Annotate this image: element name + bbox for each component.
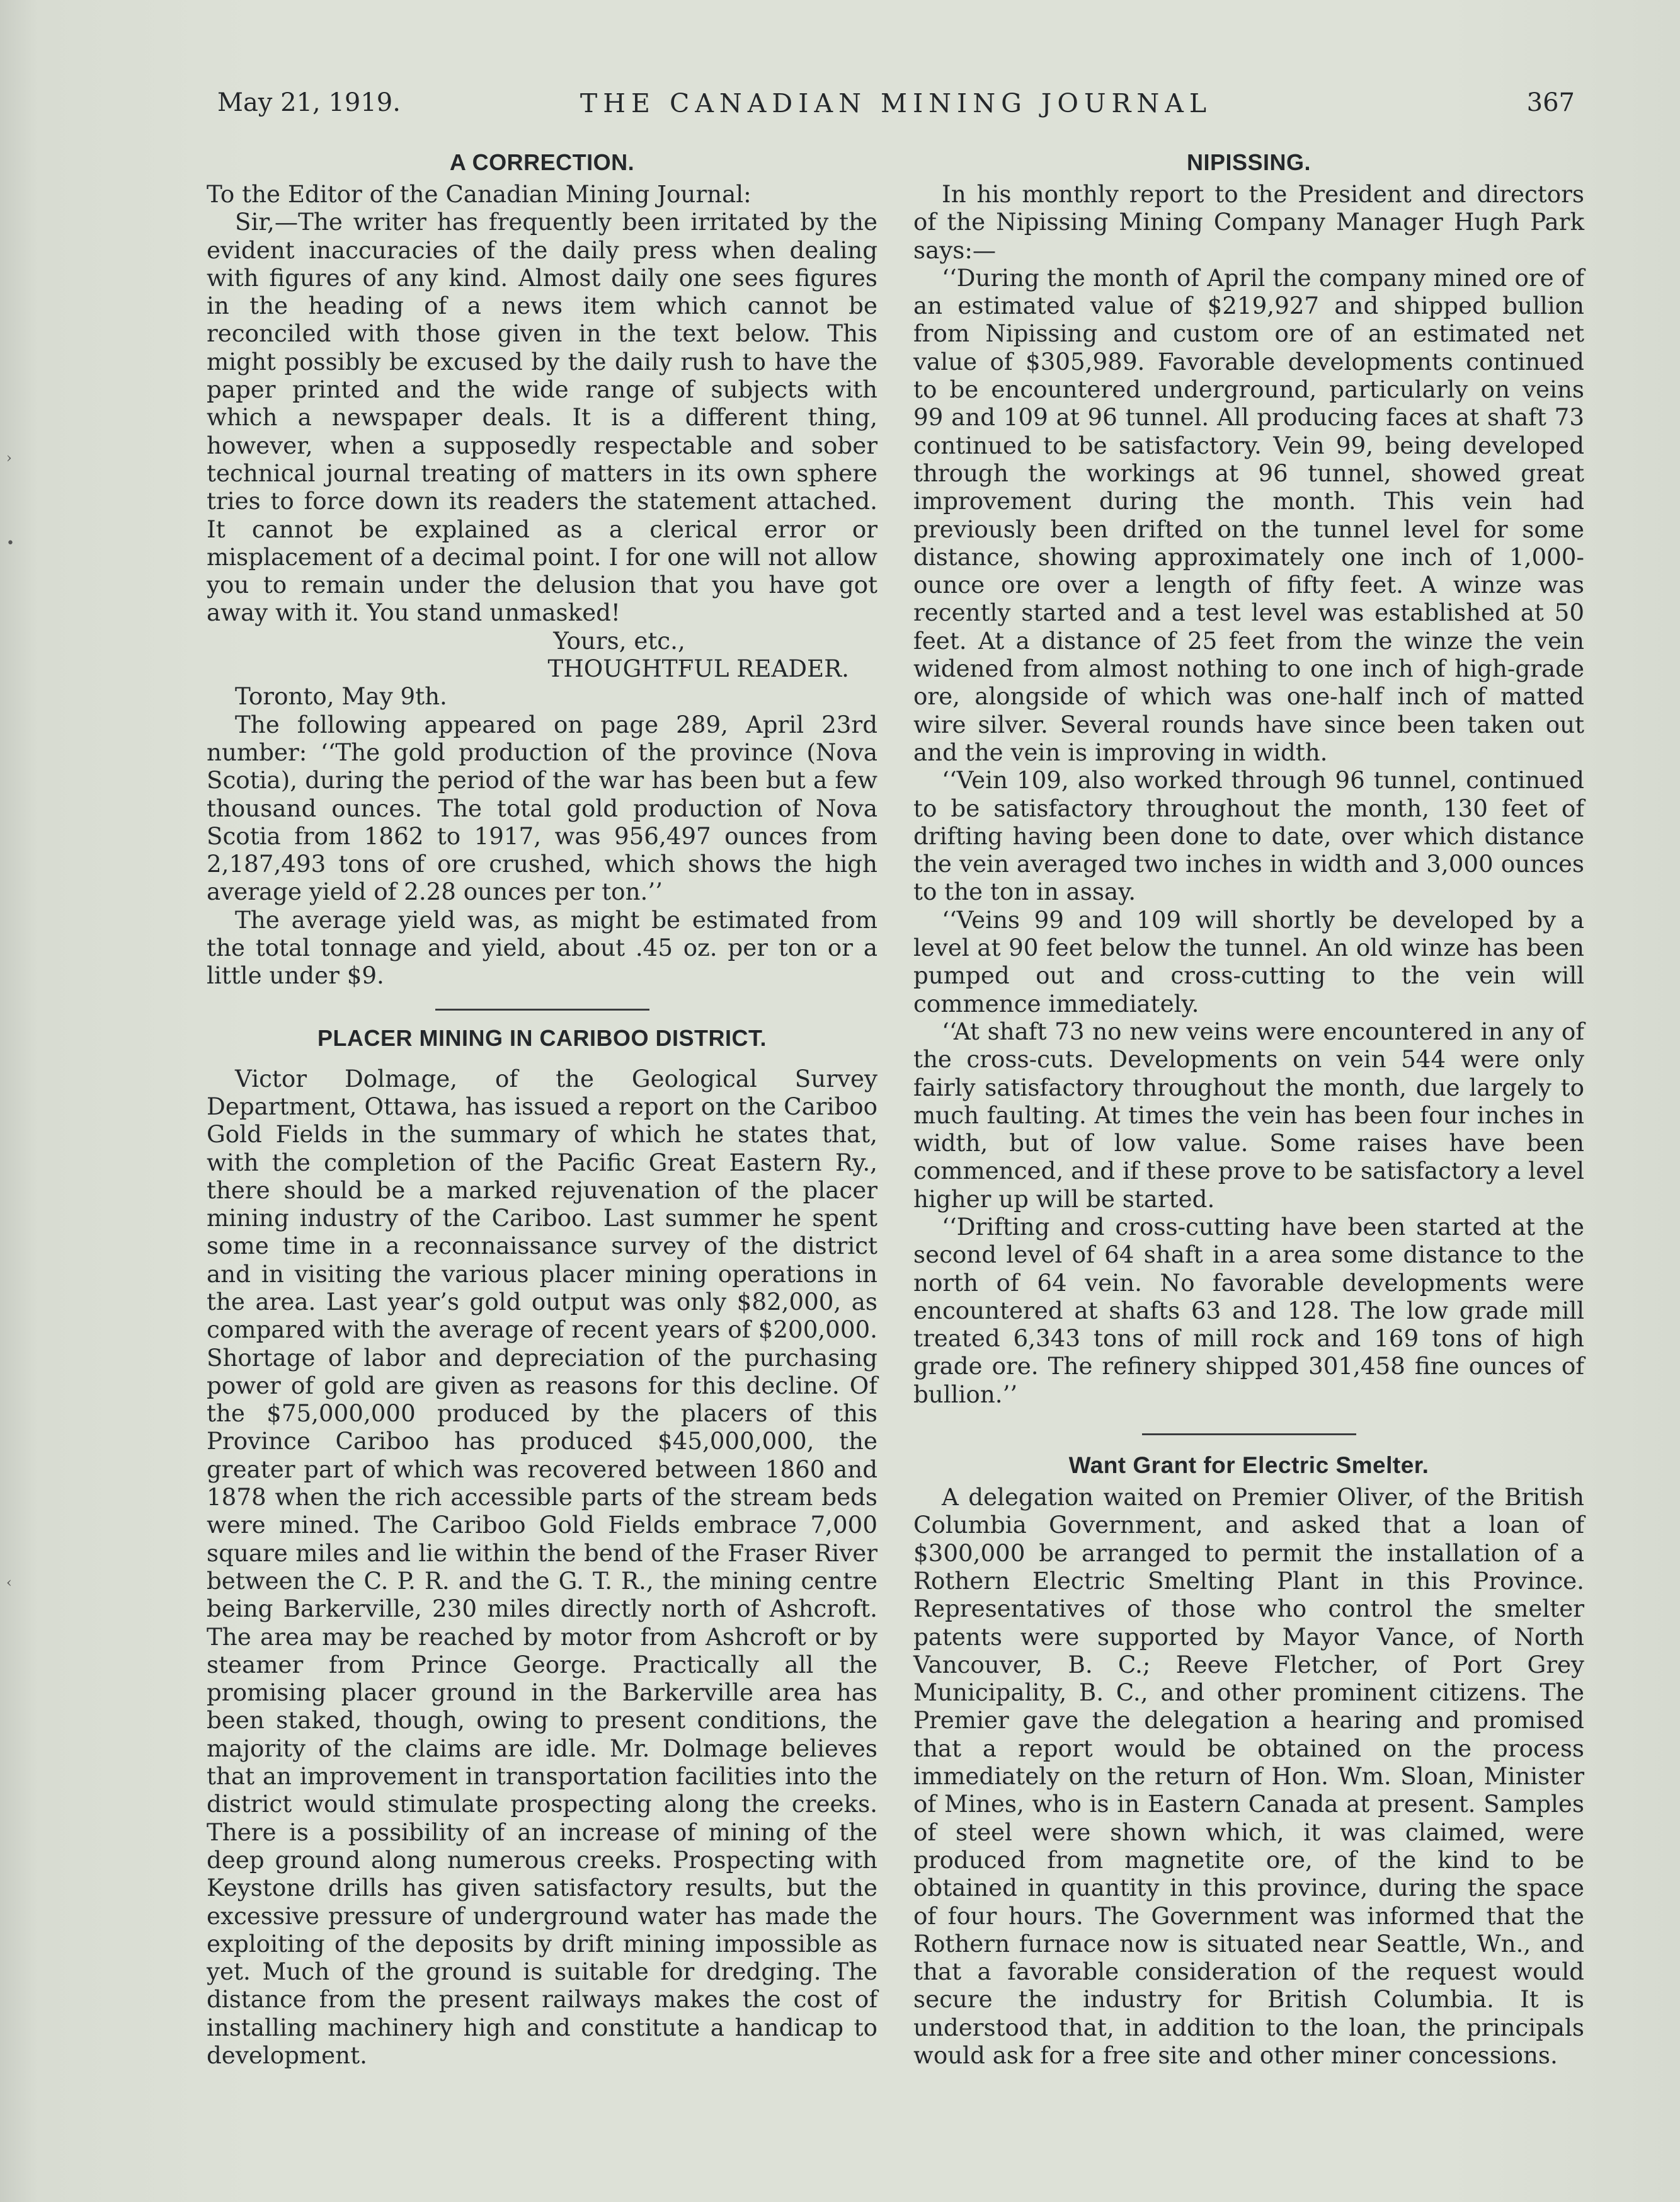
nipissing-paragraph: ‘‘Vein 109, also worked through 96 tunnel, continued to be satisfactory throughout the month, 130 feet of drifting having been done to date, over which distance the vein averaged two inches in width and 3,000 ounces to the ton in assay. — [913, 766, 1584, 906]
correction-article — [207, 145, 877, 990]
correction-closing: Yours, etc., — [553, 626, 685, 655]
page-number: 367 — [1526, 88, 1575, 117]
smelter-article — [913, 1448, 1584, 2069]
placer-article — [207, 1021, 877, 2070]
correction-signature: THOUGHTFUL READER. — [547, 655, 849, 683]
issue-date: May 21, 1919. — [217, 88, 401, 117]
right-column — [913, 145, 1584, 2069]
journal-title: THE CANADIAN MINING JOURNAL — [580, 88, 1213, 118]
margin-mark: • — [6, 536, 14, 551]
placer-title: PLACER MINING IN CARIBOO DISTRICT. — [317, 1024, 767, 1051]
nipissing-paragraph: ‘‘Drifting and cross-cutting have been started at the second level of 64 shaft in a area some distance to the north of 64 vein. No favorable developments were encountered at shafts 63 and 128. The low grade mill treated 6,343 tons of mill rock and 169 tons of high grade ore. The refinery shipped 301,458 fine ounces of bullion.’’ — [913, 1212, 1584, 1408]
page-header — [217, 88, 1575, 132]
nipissing-intro: In his monthly report to the President and directors of the Nipissing Mining Company Manager Hugh Park says:— — [913, 180, 1584, 264]
correction-note: The average yield was, as might be estimated from the total tonnage and yield, about .45 oz. per ton or a little under $9. — [207, 905, 877, 990]
nipissing-article — [913, 145, 1584, 1408]
smelter-title: Want Grant for Electric Smelter. — [1068, 1452, 1429, 1479]
margin-mark: ‹ — [6, 1575, 12, 1591]
section-divider — [1142, 1433, 1356, 1435]
margin-mark: › — [6, 450, 12, 466]
placer-body: Victor Dolmage, of the Geological Survey Department, Ottawa, has issued a report on the Cariboo Gold Fields in the summary of which he states that, with the completion of the Pacific Great Eastern Ry., there should be a marked rejuvenation of the placer mining industry of the Cariboo. Last summer he spent some time in a reconnaissance survey of the district and in visiting the various placer mining operations in the area. Last year’s gold output was only $82,000, as compared with the average of recent years of $200,000. Shortage of labor and depreciation of the purchasing power of gold are given as reasons for this decline. Of the $75,000,000 produced by the placers of this Province Cariboo has produced $45,000,000, the greater part of which was recovered between 1860 and 1878 when the rich accessible parts of the stream beds were mined. The Cariboo Gold Fields embrace 7,000 square miles and lie within the bend of the Fraser River between the C. P. R. and the G. T. R., the mining centre being Barkerville, 230 miles directly north of Ashcroft. The area may be reached by motor from Ashcroft or by steamer from Prince George. Practically all the promising placer ground in the Barkerville area has been staked, though, owing to present conditions, the majority of the claims are idle. Mr. Dolmage believes that an improvement in transportation facilities into the district would stimulate prospecting along the creeks. There is a possibility of an increase of mining of the deep ground along numerous creeks. Prospecting with Keystone drills has given satisfactory results, but the excessive pressure of underground water has made the exploiting of the deposits by drift mining impossible as yet. Much of the ground is suitable for dredging. The distance from the present railways makes the cost of installing machinery high and constitute a handicap to development. — [207, 1064, 877, 2069]
correction-salutation: To the Editor of the Canadian Mining Journal: — [207, 180, 751, 208]
nipissing-paragraph: ‘‘During the month of April the company mined ore of an estimated value of $219,927 and shipped bullion from Nipissing and custom ore of an estimated net value of $305,989. Favorable developments continued to be encountered underground, particularly on veins 99 and 109 at 96 tunnel. All producing faces at shaft 73 continued to be satisfactory. Vein 99, being developed through the workings at 96 tunnel, showed great improvement during the month. This vein had previously been drifted on the tunnel level for some distance, showing approximately one inch of 1,000-ounce ore over a length of fifty feet. A winze was recently started and a test level was established at 50 feet. At a distance of 25 feet from the winze the vein widened from almost nothing to one inch of high-grade ore, alongside of which was one-half inch of matted wire silver. Several rounds have since been taken out and the vein is improving in width. — [913, 263, 1584, 766]
correction-place-date: Toronto, May 9th. — [235, 682, 447, 711]
nipissing-title: NIPISSING. — [1186, 149, 1311, 175]
nipissing-paragraph: ‘‘Veins 99 and 109 will shortly be developed by a level at 90 feet below the tunnel. An old winze has been pumped out and cross-cutting to the vein will commence immediately. — [913, 905, 1584, 1018]
smelter-body: A delegation waited on Premier Oliver, of the British Columbia Government, and asked that a loan of $300,000 be arranged to permit the installation of a Rothern Electric Smelting Plant in this Province. Representatives of those who control the smelter patents were supported by Mayor Vance, of North Vancouver, B. C.; Reeve Fletcher, of Port Grey Municipality, B. C., and other prominent citizens. The Premier gave the delegation a hearing and promised that a report would be obtained on the process immediately on the return of Hon. Wm. Sloan, Minister of Mines, who is in Eastern Canada at present. Samples of steel were shown which, it was claimed, were produced from magnetite ore, of the kind to be obtained in quantity in this province, during the space of four hours. The Government was informed that the Rothern furnace now is situated near Seattle, Wn., and that a favorable consideration of the request would secure the industry for British Columbia. It is understood that, in addition to the loan, the principals would ask for a free site and other miner concessions. — [913, 1483, 1584, 2069]
correction-body: Sir,—The writer has frequently been irritated by the evident inaccuracies of the daily press when dealing with figures of any kind. Almost daily one sees figures in the heading of a news item which cannot be reconciled with those given in the text below. This might possibly be excused by the daily rush to have the paper printed and the wide range of subjects with which a newspaper deals. It is a different thing, however, when a supposedly respectable and sober technical journal treating of matters in its own sphere tries to force down its readers the statement attached. It cannot be explained as a clerical error or misplacement of a decimal point. I for one will not allow you to remain under the delusion that you have got away with it. You stand unmasked! — [207, 208, 877, 627]
correction-title: A CORRECTION. — [449, 149, 635, 175]
nipissing-paragraph: ‘‘At shaft 73 no new veins were encountered in any of the cross-cuts. Developments on vein 544 were only fairly satisfactory throughout the month, due largely to much faulting. At times the vein has been four inches in width, but of low value. Some raises have been commenced, and if these prove to be satisfactory a level higher up will be started. — [913, 1017, 1584, 1213]
correction-quote: The following appeared on page 289, April 23rd number: ‘‘The gold production of the province (Nova Scotia), during the period of the war has been but a few thousand ounces. The total gold production of Nova Scotia from 1862 to 1917, was 956,497 ounces from 2,187,493 tons of ore crushed, which shows the high average yield of 2.28 ounces per ton.’’ — [207, 710, 877, 906]
left-column — [207, 145, 877, 2069]
section-divider — [435, 1009, 649, 1011]
